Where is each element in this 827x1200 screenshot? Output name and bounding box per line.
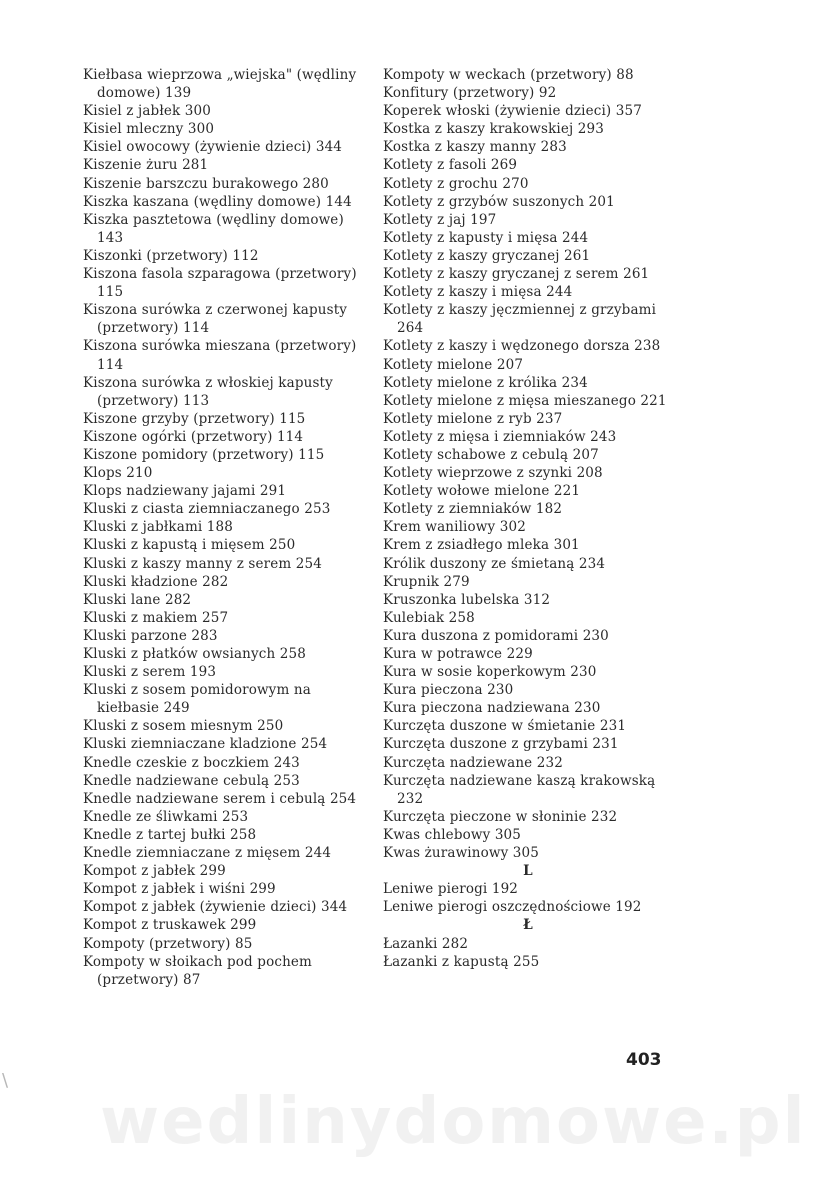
index-entry: Kotlety mielone 207 bbox=[383, 356, 524, 373]
index-entry: Łazanki z kapustą 255 bbox=[383, 953, 540, 970]
index-entry: Kurczęta duszone w śmietanie 231 bbox=[383, 718, 627, 735]
index-entry: Klops 210 bbox=[83, 465, 153, 482]
index-entry: Koperek włoski (żywienie dzieci) 357 bbox=[383, 103, 642, 120]
index-entry: Kiszka kaszana (wędliny domowe) 144 bbox=[83, 193, 352, 210]
index-entry: Kura w potrawce 229 bbox=[383, 646, 533, 662]
index-entry: Kluski z kaszy manny z serem 254 bbox=[83, 555, 322, 572]
index-entry: Knedle z tartej bułki 258 bbox=[83, 826, 257, 843]
index-entry: Królik duszony ze śmietaną 234 bbox=[383, 555, 606, 572]
index-entry: Kotlety z jaj 197 bbox=[383, 211, 497, 228]
index-entry: Leniwe pierogi 192 bbox=[383, 881, 519, 898]
index-entry: Kluski z makiem 257 bbox=[83, 609, 229, 626]
index-entry: Knedle nadziewane serem i cebulą 254 bbox=[83, 790, 357, 807]
index-entry: Kompoty w słoikach pod pochem (przetwory) 87 bbox=[83, 953, 313, 988]
index-entry: Krem waniliowy 302 bbox=[383, 519, 526, 536]
index-entry: Kluski ziemniaczane kladzione 254 bbox=[83, 736, 328, 753]
index-section-letter: L bbox=[523, 863, 533, 880]
index-entry: Kiszona fasola szparagowa (przetwory) 115 bbox=[83, 266, 357, 301]
index-entry: Kiszone grzyby (przetwory) 115 bbox=[83, 410, 306, 427]
index-entry: Kotlety z mięsa i ziemniaków 243 bbox=[383, 428, 617, 445]
index-entry: Kiszenie barszczu burakowego 280 bbox=[83, 175, 329, 192]
index-entry: Kiszonki (przetwory) 112 bbox=[83, 247, 259, 264]
index-entry: Kiszona surówka z czerwonej kapusty (przetwory) 114 bbox=[83, 302, 348, 337]
page-number: 403 bbox=[626, 1050, 662, 1070]
index-entry: Kotlety z grzybów suszonych 201 bbox=[383, 193, 615, 210]
index-entry: Łazanki 282 bbox=[383, 935, 469, 952]
watermark: wedlinydomowe.pl bbox=[100, 1085, 807, 1159]
index-entry: Konfitury (przetwory) 92 bbox=[383, 85, 557, 102]
index-entry: Kiszenie żuru 281 bbox=[83, 157, 209, 174]
index-entry: Kurczęta nadziewane kaszą krakowską 232 bbox=[383, 772, 656, 807]
index-entry: Kotlety z grochu 270 bbox=[383, 175, 529, 192]
index-entry: Kotlety wieprzowe z szynki 208 bbox=[383, 465, 603, 482]
index-entry: Kluski z serem 193 bbox=[83, 664, 217, 681]
index-entry: Kompot z truskawek 299 bbox=[83, 917, 257, 934]
index-entry: Kiełbasa wieprzowa „wiejska" (wędliny domowe) 139 bbox=[83, 67, 357, 102]
index-entry: Kura pieczona nadziewana 230 bbox=[383, 700, 601, 717]
index-entry: Kluski parzone 283 bbox=[83, 627, 218, 644]
index-entry: Kulebiak 258 bbox=[383, 609, 475, 626]
index-entry: Kluski z kapustą i mięsem 250 bbox=[83, 537, 296, 554]
index-entry: Leniwe pierogi oszczędnościowe 192 bbox=[383, 899, 642, 916]
index-entry: Kostka z kaszy krakowskiej 293 bbox=[383, 121, 605, 138]
index-entry: Kompoty (przetwory) 85 bbox=[83, 935, 253, 952]
index-entry: Kotlety mielone z ryb 237 bbox=[383, 410, 563, 427]
index-entry: Kotlety mielone z mięsa mieszanego 221 bbox=[383, 392, 667, 409]
index-entry: Kiszka pasztetowa (wędliny domowe) 143 bbox=[83, 211, 344, 246]
index-entry: Kurczęta duszone z grzybami 231 bbox=[383, 736, 619, 753]
index-entry: Klops nadziewany jajami 291 bbox=[83, 483, 287, 500]
scan-edge-mark: \ bbox=[2, 1070, 9, 1091]
index-entry: Kurczęta pieczone w słoninie 232 bbox=[383, 808, 618, 825]
index-entry: Kura duszona z pomidorami 230 bbox=[383, 627, 609, 644]
index-entry: Kisiel mleczny 300 bbox=[83, 121, 215, 138]
index-entry: Kotlety z kapusty i mięsa 244 bbox=[383, 229, 589, 246]
index-entry: Kompot z jabłek (żywienie dzieci) 344 bbox=[83, 899, 348, 916]
index-entry: Kruszonka lubelska 312 bbox=[383, 591, 551, 608]
index-entry: Knedle nadziewane cebulą 253 bbox=[83, 772, 300, 789]
index-right-column bbox=[383, 66, 673, 971]
index-entry: Kluski z sosem pomidorowym na kiełbasie 249 bbox=[83, 682, 311, 717]
index-entry: Kwas żurawinowy 305 bbox=[383, 845, 540, 862]
index-entry: Kotlety z fasoli 269 bbox=[383, 157, 518, 174]
index-entry: Kompot z jabłek 299 bbox=[83, 863, 226, 880]
index-entry: Kurczęta nadziewane 232 bbox=[383, 754, 563, 771]
index-entry: Kisiel z jabłek 300 bbox=[83, 103, 211, 120]
index-entry: Kura pieczona 230 bbox=[383, 682, 514, 699]
index-entry: Kotlety z ziemniaków 182 bbox=[383, 501, 563, 518]
index-entry: Kotlety z kaszy jęczmiennej z grzybami 264 bbox=[383, 302, 657, 337]
index-entry: Kiszona surówka mieszana (przetwory) 114 bbox=[83, 338, 357, 373]
index-entry: Kluski z płatków owsianych 258 bbox=[83, 646, 306, 662]
index-entry: Kisiel owocowy (żywienie dzieci) 344 bbox=[83, 139, 343, 156]
index-entry: Kotlety wołowe mielone 221 bbox=[383, 483, 581, 500]
index-entry: Kotlety schabowe z cebulą 207 bbox=[383, 446, 599, 463]
index-section-letter: Ł bbox=[523, 917, 533, 934]
index-entry: Knedle czeskie z boczkiem 243 bbox=[83, 754, 300, 771]
index-entry: Kiszone pomidory (przetwory) 115 bbox=[83, 446, 325, 463]
index-left-column bbox=[83, 66, 373, 989]
index-entry: Knedle ze śliwkami 253 bbox=[83, 808, 249, 825]
index-entry: Krupnik 279 bbox=[383, 573, 470, 590]
index-entry: Kura w sosie koperkowym 230 bbox=[383, 664, 597, 681]
index-entry: Kluski kładzione 282 bbox=[83, 573, 229, 590]
index-entry: Kluski z jabłkami 188 bbox=[83, 519, 234, 536]
index-entry: Kotlety z kaszy i wędzonego dorsza 238 bbox=[383, 338, 661, 355]
index-entry: Kompoty w weckach (przetwory) 88 bbox=[383, 67, 634, 83]
index-entry: Kluski z ciasta ziemniaczanego 253 bbox=[83, 501, 331, 518]
index-entry: Kluski z sosem miesnym 250 bbox=[83, 718, 284, 735]
index-entry: Kostka z kaszy manny 283 bbox=[383, 139, 567, 156]
index-entry: Kotlety z kaszy gryczanej z serem 261 bbox=[383, 266, 650, 283]
index-entry: Kiszona surówka z włoskiej kapusty (przetwory) 113 bbox=[83, 374, 333, 409]
index-entry: Kotlety mielone z królika 234 bbox=[383, 374, 588, 391]
index-entry: Krem z zsiadłego mleka 301 bbox=[383, 537, 580, 554]
index-entry: Kotlety z kaszy gryczanej 261 bbox=[383, 247, 591, 264]
index-entry: Kwas chlebowy 305 bbox=[383, 826, 522, 843]
index-entry: Knedle ziemniaczane z mięsem 244 bbox=[83, 845, 332, 862]
index-entry: Kotlety z kaszy i mięsa 244 bbox=[383, 284, 573, 301]
index-entry: Kompot z jabłek i wiśni 299 bbox=[83, 881, 276, 898]
index-entry: Kiszone ogórki (przetwory) 114 bbox=[83, 428, 304, 445]
index-entry: Kluski lane 282 bbox=[83, 591, 192, 608]
